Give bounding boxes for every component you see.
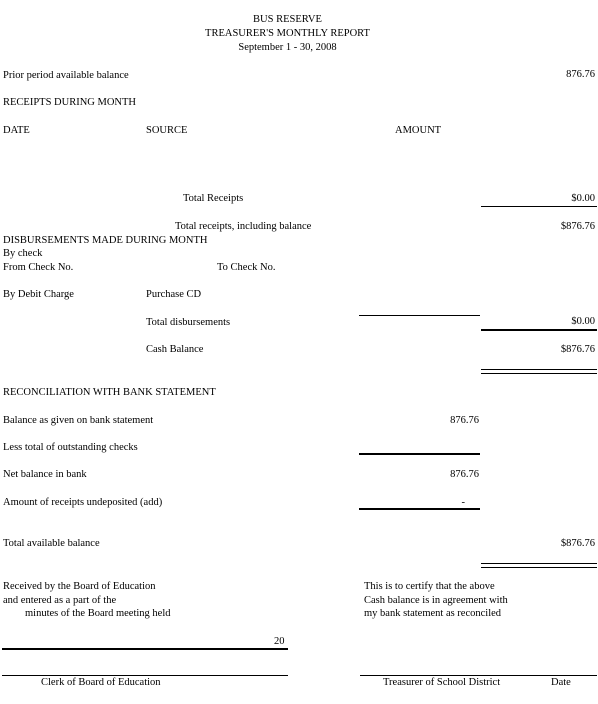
disbursements-total-rule (481, 329, 597, 331)
report-title: BUS RESERVE (253, 14, 322, 25)
receipts-heading: RECEIPTS DURING MONTH (3, 97, 137, 108)
certify-text-line1: This is to certify that the above (364, 581, 495, 592)
col-date-header: DATE (3, 125, 30, 136)
clerk-signature-line (2, 675, 288, 676)
total-available-double-rule (481, 563, 597, 568)
board-text-line1: Received by the Board of Education (3, 581, 156, 592)
reconciliation-heading: RECONCILIATION WITH BANK STATEMENT (3, 387, 216, 398)
signature-date-label: Date (551, 677, 571, 688)
receipts-incl-amount: $876.76 (560, 221, 595, 232)
bank-balance-amount: 876.76 (450, 415, 479, 426)
by-check-label: By check (3, 248, 43, 259)
total-available-label: Total available balance (3, 538, 100, 549)
prior-balance-amount: 876.76 (566, 69, 595, 80)
from-check-label: From Check No. (3, 262, 74, 273)
clerk-signature-label: Clerk of Board of Education (41, 677, 161, 688)
outstanding-checks-label: Less total of outstanding checks (3, 442, 138, 453)
col-source-header: SOURCE (146, 125, 188, 136)
undeposited-amount: - (461, 497, 465, 508)
board-text-line3: minutes of the Board meeting held (25, 608, 171, 619)
certify-text-line3: my bank statement as reconciled (364, 608, 502, 619)
net-balance-amount: 876.76 (450, 469, 479, 480)
debit-charge-label: By Debit Charge (3, 289, 74, 300)
receipts-total-rule (481, 206, 597, 207)
total-receipts-label: Total Receipts (183, 193, 244, 204)
report-period: September 1 - 30, 2008 (238, 42, 337, 53)
treasurer-signature-label: Treasurer of School District (383, 677, 501, 688)
cash-balance-amount: $876.76 (560, 344, 595, 355)
receipts-incl-label: Total receipts, including balance (175, 221, 312, 232)
disbursements-heading: DISBURSEMENTS MADE DURING MONTH (3, 235, 208, 246)
board-text-line2: and entered as a part of the (3, 595, 117, 606)
total-available-amount: $876.76 (560, 538, 595, 549)
undeposited-label: Amount of receipts undeposited (add) (3, 497, 163, 508)
total-receipts-amount: $0.00 (571, 193, 595, 204)
to-check-label: To Check No. (217, 262, 276, 273)
cash-balance-double-rule (481, 369, 597, 374)
undeposited-rule (359, 508, 480, 510)
total-disbursements-amount: $0.00 (571, 316, 595, 327)
col-amount-header: AMOUNT (395, 125, 442, 136)
cash-balance-label: Cash Balance (146, 344, 204, 355)
meeting-date-line (2, 648, 288, 650)
purchase-cd-label: Purchase CD (146, 289, 202, 300)
disbursement-entry-rule (359, 315, 480, 316)
outstanding-checks-rule (359, 453, 480, 455)
report-subtitle: TREASURER'S MONTHLY REPORT (205, 28, 370, 39)
meeting-year-prefix: 20 (274, 636, 285, 647)
certify-text-line2: Cash balance is in agreement with (364, 595, 508, 606)
bank-balance-label: Balance as given on bank statement (3, 415, 154, 426)
treasurer-signature-line (360, 675, 597, 676)
total-disbursements-label: Total disbursements (146, 317, 231, 328)
prior-balance-label: Prior period available balance (3, 70, 129, 81)
net-balance-label: Net balance in bank (3, 469, 87, 480)
